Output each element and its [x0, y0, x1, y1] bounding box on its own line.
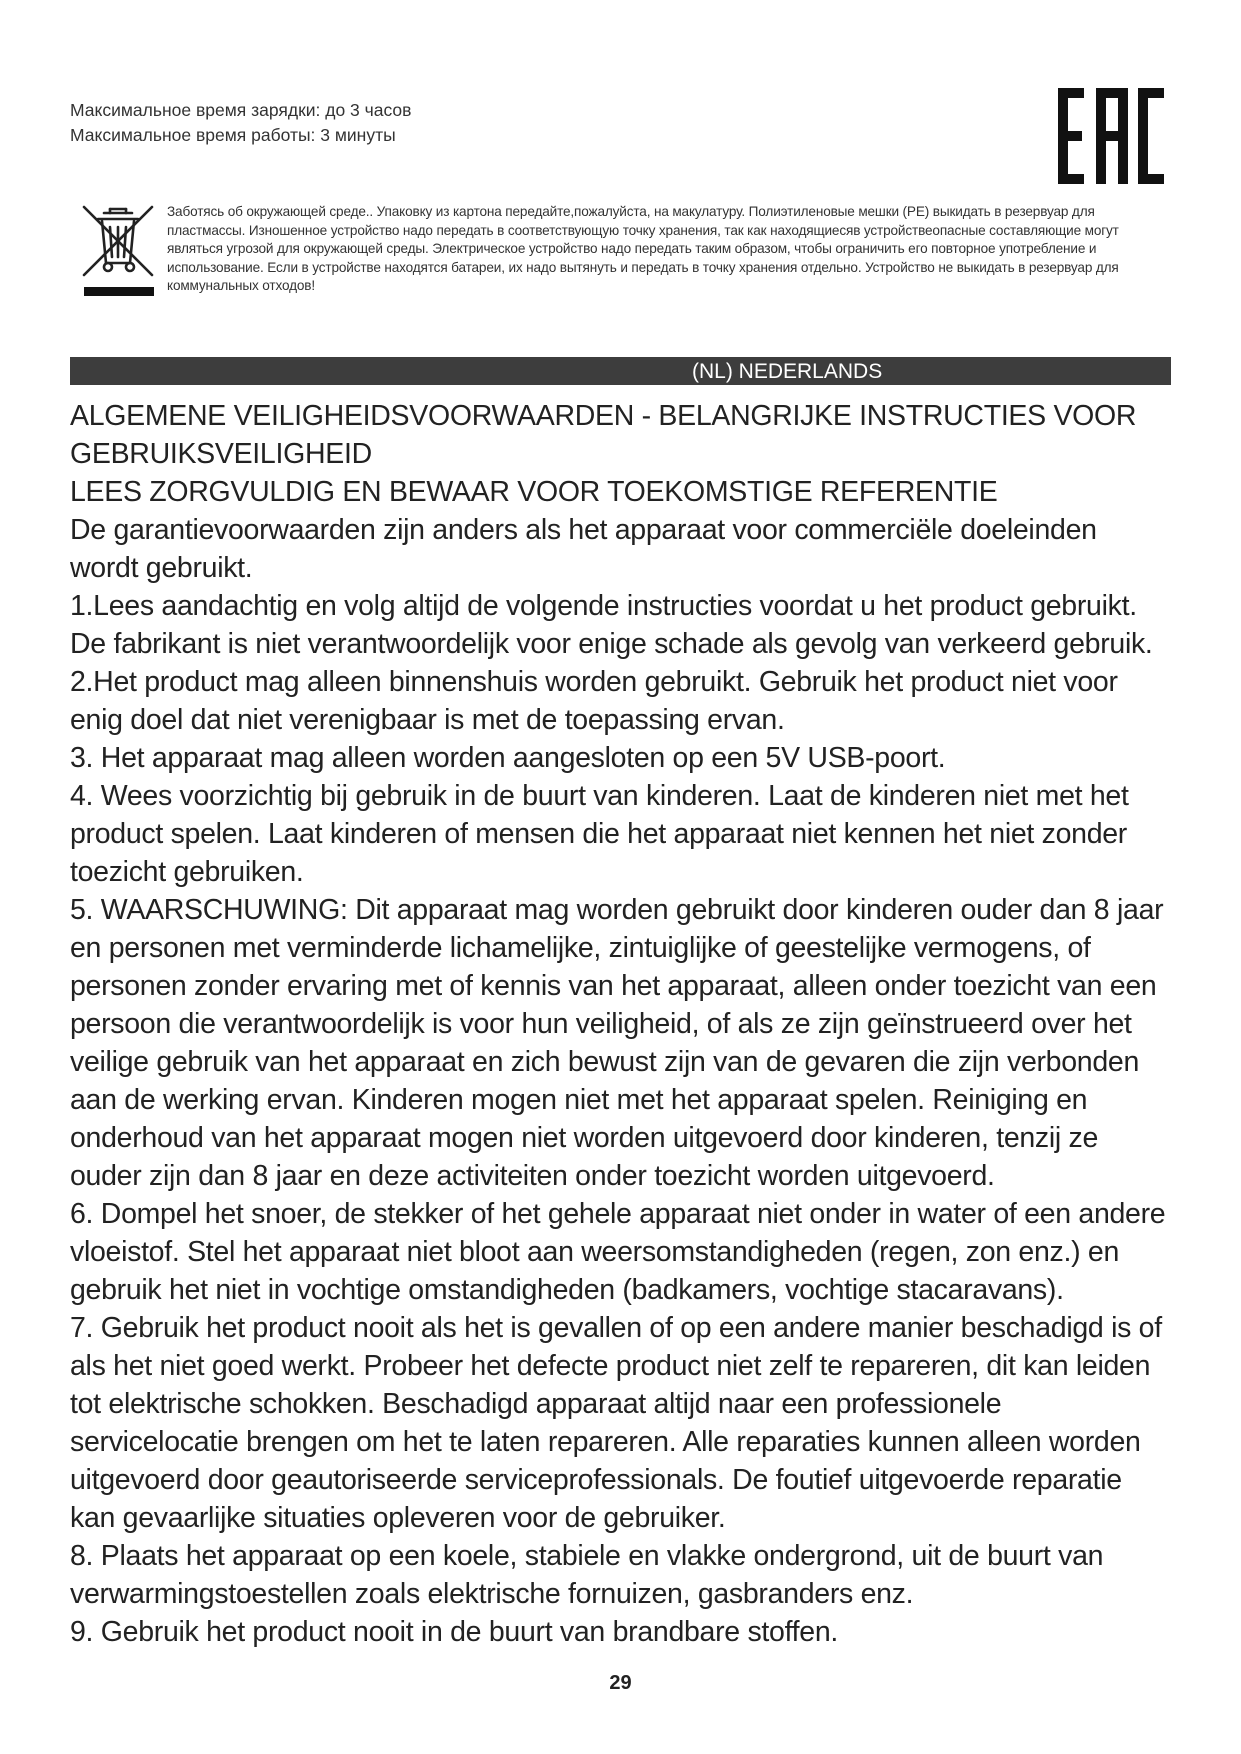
safety-instructions	[70, 397, 1170, 1651]
section-heading: ALGEMENE VEILIGHEIDSVOORWAARDEN - BELANGRIJKE INSTRUCTIES VOOR GEBRUIKSVEILIGHEID	[70, 400, 1137, 470]
section-subheading: LEES ZORGVULDIG EN BEWAAR VOOR TOEKOMSTIGE REFERENTIE	[70, 476, 998, 508]
instruction-item: 1.Lees aandachtig en volg altijd de volgende instructies voordat u het product gebruikt. De fabrikant is niet verantwoordelijk voor enige schade als gevolg van verkeerd gebruik.	[70, 590, 1153, 660]
instruction-item: 4. Wees voorzichtig bij gebruik in de buurt van kinderen. Laat de kinderen niet met het product spelen. Laat kinderen of mensen die het apparaat niet kennen het niet zonder toezicht gebruiken.	[70, 780, 1129, 888]
language-section-bar	[70, 357, 1171, 385]
instruction-item: 2.Het product mag alleen binnenshuis worden gebruikt. Gebruik het product niet voor enig doel dat niet verenigbaar is met de toepassing ervan.	[70, 666, 1118, 736]
instruction-item: 8. Plaats het apparaat op een koele, stabiele en vlakke ondergrond, uit de buurt van verwarmingstoestellen zoals elektrische fornuizen, gasbranders enz.	[70, 1540, 1104, 1610]
instruction-item: 9. Gebruik het product nooit in de buurt van brandbare stoffen.	[70, 1616, 839, 1648]
instruction-item: 5. WAARSCHUWING: Dit apparaat mag worden gebruikt door kinderen ouder dan 8 jaar en personen met verminderde lichamelijke, zintuiglijke of geestelijke vermogens, of personen zonder ervaring met of kennis van het apparaat, alleen onder toezicht van een persoon die verantwoordelijk is voor hun veiligheid, of als ze zijn geïnstrueerd over het veilige gebruik van het apparaat en zich bewust zijn van de gevaren die zijn verbonden aan de werking ervan. Kinderen mogen niet met het apparaat spelen. Reiniging en onderhoud van het apparaat mogen niet worden uitgevoerd door kinderen, tenzij ze ouder zijn dan 8 jaar en deze activiteiten onder toezicht worden uitgevoerd.	[70, 894, 1164, 1192]
warranty-intro: De garantievoorwaarden zijn anders als het apparaat voor commerciële doeleinden wordt gebruikt.	[70, 514, 1097, 584]
instruction-item: 3. Het apparaat mag alleen worden aangesloten op een 5V USB-poort.	[70, 742, 946, 774]
eac-certification-logo	[1058, 88, 1164, 184]
product-specs	[70, 98, 411, 148]
charging-time-spec: Максимальное время зарядки: до 3 часов	[70, 100, 412, 120]
page-number: 29	[609, 1672, 632, 1694]
crossed-out-wheelie-bin-icon	[80, 203, 158, 299]
instruction-item: 7. Gebruik het product nooit als het is gevallen of op een andere manier beschadigd is of als het niet goed werkt. Probeer het defecte product niet zelf te repareren, dit kan leiden tot elektrische schokken. Beschadigd apparaat altijd naar een professionele servicelocatie brengen om het te laten repareren. Alle reparaties kunnen alleen worden uitgevoerd door geautoriseerde serviceprofessionals. De foutief uitgevoerde reparatie kan gevaarlijke situaties opleveren voor de gebruiker.	[70, 1312, 1162, 1534]
language-header: (NL) NEDERLANDS	[692, 360, 883, 383]
instruction-item: 6. Dompel het snoer, de stekker of het gehele apparaat niet onder in water of een andere vloeistof. Stel het apparaat niet bloot aan weersomstandigheden (regen, zon enz.) en gebruik het niet in vochtige omstandigheden (badkamers, vochtige stacaravans).	[70, 1198, 1166, 1306]
environmental-notice: Заботясь об окружающей среде.. Упаковку из картона передайте,пожалуйста, на макулатуру. Полиэтиленовые мешки (PE) выкидать в резервуар для пластмассы. Изношенное устройство надо передать в соответствующую точку хранения, так как находящиесяв устройствеопасные составляющие могут являться угрозой для окружающей среды. Электрическое устройство надо передать таким образом, чтобы ограничить его повторное употребление и использование. Если в устройстве находятся батареи, их надо вытянуть и передать в точку хранения отдельно. Устройство не выкидать в резервуар для коммунальных отходов!	[167, 204, 1119, 293]
operating-time-spec: Максимальное время работы: 3 минуты	[70, 125, 396, 145]
